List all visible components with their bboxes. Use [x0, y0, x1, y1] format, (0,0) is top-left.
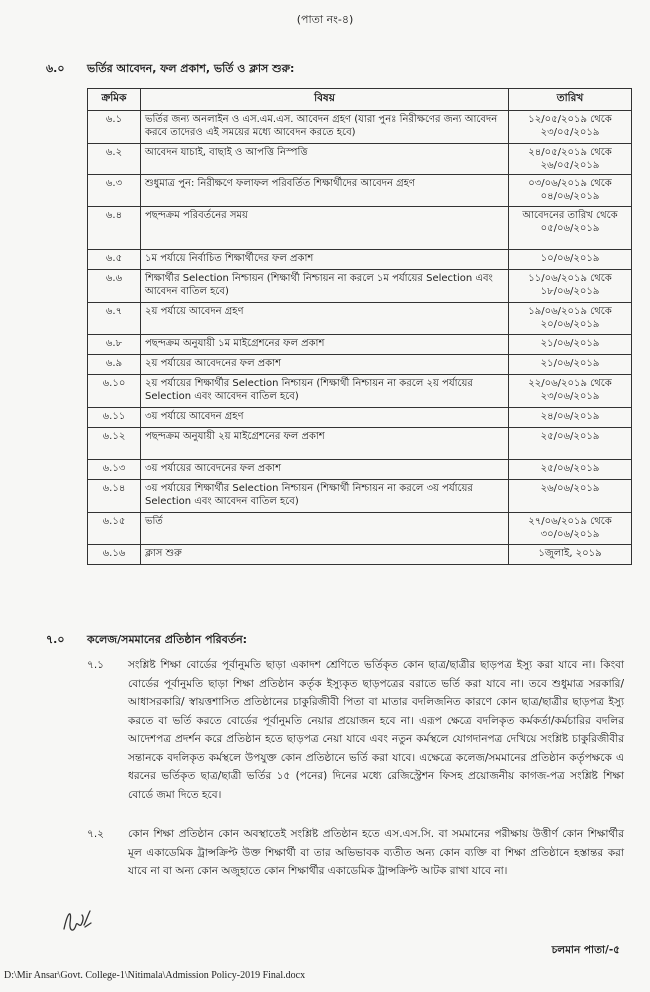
table-row [88, 270, 632, 303]
row-date: ২৪/০৬/২০১৯ [509, 408, 632, 428]
table-row [88, 355, 632, 375]
row-serial: ৬.১০ [88, 375, 141, 408]
row-serial: ৬.১১ [88, 408, 141, 428]
row-serial: ৬.১৩ [88, 460, 141, 480]
section-7-number: ৭.০ [46, 633, 65, 646]
row-serial: ৬.৪ [88, 207, 141, 250]
table-row [88, 480, 632, 513]
clause-7-2-number: ৭.২ [87, 828, 104, 840]
row-serial: ৬.৫ [88, 250, 141, 270]
row-subject: ৩য় পর্যায়ে আবেদন গ্রহণ [141, 408, 509, 428]
row-date: ০৩/০৬/২০১৯ থেকে ০৪/০৬/২০১৯ [509, 175, 632, 207]
table-body [88, 111, 632, 565]
table-row [88, 545, 632, 565]
row-date: ২২/০৬/২০১৯ থেকে ২৩/০৬/২০১৯ [509, 375, 632, 408]
header-date: তারিখ [509, 89, 632, 111]
row-date: ১৯/০৬/২০১৯ থেকে ২০/০৬/২০১৯ [509, 303, 632, 335]
row-subject: পছন্দক্রম পরিবর্তনের সময় [141, 207, 509, 250]
row-serial: ৬.৮ [88, 335, 141, 355]
header-serial: ক্রমিক [88, 89, 141, 111]
row-subject: ১ম পর্যায়ে নির্বাচিত শিক্ষার্থীদের ফল প্রকাশ [141, 250, 509, 270]
clause-7-1-number: ৭.১ [87, 659, 104, 671]
row-subject: ২য় পর্যায়ের শিক্ষার্থীর Selection নিশ্চায়ন (শিক্ষার্থী নিশ্চায়ন না করলে ২য় পর্যায়ের Selection এবং আবেদন বাতিল হবে) [141, 375, 509, 408]
row-subject: ভর্তির জন্য অনলাইন ও এস.এম.এস. আবেদন গ্রহণ (যারা পুনঃ নিরীক্ষণের জন্য আবেদন করবে তাদেরও এই সময়ের মধ্যে আবেদন করতে হবে) [141, 111, 509, 144]
row-serial: ৬.১৬ [88, 545, 141, 565]
row-date: ১জুলাই, ২০১৯ [509, 545, 632, 565]
row-subject: ভর্তি [141, 513, 509, 545]
table-row [88, 207, 632, 250]
table-row [88, 250, 632, 270]
row-date: ১১/০৬/২০১৯ থেকে ১৮/০৬/২০১৯ [509, 270, 632, 303]
row-date: ১২/০৫/২০১৯ থেকে ২৩/০৫/২০১৯ [509, 111, 632, 144]
table-row [88, 303, 632, 335]
section-6-title: ভর্তির আবেদন, ফল প্রকাশ, ভর্তি ও ক্লাস শুরু: [87, 62, 295, 75]
row-serial: ৬.২ [88, 144, 141, 175]
row-date: ২১/০৬/২০১৯ [509, 335, 632, 355]
section-6-number: ৬.০ [46, 62, 65, 75]
table-header-row [88, 89, 632, 111]
row-subject: পছন্দক্রম অনুযায়ী ১ম মাইগ্রেশনের ফল প্রকাশ [141, 335, 509, 355]
row-subject: পছন্দক্রম অনুযায়ী ২য় মাইগ্রেশনের ফল প্রকাশ [141, 428, 509, 460]
row-serial: ৬.৩ [88, 175, 141, 207]
row-subject: ক্লাস শুরু [141, 545, 509, 565]
row-date: ২১/০৬/২০১৯ [509, 355, 632, 375]
row-date: ২৬/০৬/২০১৯ [509, 480, 632, 513]
table-row [88, 335, 632, 355]
table-row [88, 375, 632, 408]
clause-7-2-text: কোন শিক্ষা প্রতিষ্ঠান কোন অবস্থাতেই সংশ্লিষ্ট প্রতিষ্ঠান হতে এস.এস.সি. বা সমমানের পরীক্ষায় উত্তীর্ণ কোন শিক্ষার্থীর মূল একাডেমিক ট্রান্সক্রিপ্ট উক্ত শিক্ষার্থী বা তার অভিভাবক ব্যতীত অন্য কোন ব্যক্তি বা শিক্ষা প্রতিষ্ঠানে হস্তান্তর করা যাবে না বা অন্য কোন অজুহাতে কোন শিক্ষার্থীর একাডেমিক ট্রান্সক্রিপ্ট আটক রাখা যাবে না। [128, 828, 624, 877]
row-date: আবেদনের তারিখ থেকে ০৫/০৬/২০১৯ [509, 207, 632, 250]
table-row [88, 460, 632, 480]
row-subject: ৩য় পর্যায়ের শিক্ষার্থীর Selection নিশ্চায়ন (শিক্ষার্থী নিশ্চায়ন না করলে ৩য় পর্যায়ের Selection এবং আবেদন বাতিল হবে) [141, 480, 509, 513]
table-row [88, 144, 632, 175]
row-serial: ৬.১ [88, 111, 141, 144]
table-row [88, 428, 632, 460]
row-subject: শুধুমাত্র পুন: নিরীক্ষণে ফলাফল পরিবর্তিত শিক্ষার্থীদের আবেদন গ্রহণ [141, 175, 509, 207]
row-subject: ২য় পর্যায়ের আবেদনের ফল প্রকাশ [141, 355, 509, 375]
row-serial: ৬.৯ [88, 355, 141, 375]
row-date: ২৫/০৬/২০১৯ [509, 428, 632, 460]
table-row [88, 513, 632, 545]
row-date: ২৭/০৬/২০১৯ থেকে ৩০/০৬/২০১৯ [509, 513, 632, 545]
table-row [88, 175, 632, 207]
row-date: ১০/০৬/২০১৯ [509, 250, 632, 270]
row-serial: ৬.১৪ [88, 480, 141, 513]
row-subject: শিক্ষার্থীর Selection নিশ্চায়ন (শিক্ষার্থী নিশ্চায়ন না করলে ১ম পর্যায়ের Selection এবং আবেদন বাতিল হবে) [141, 270, 509, 303]
row-serial: ৬.১৫ [88, 513, 141, 545]
row-serial: ৬.১২ [88, 428, 141, 460]
continuation-note: চলমান পাতা/-৫ [551, 944, 620, 956]
row-date: ২৪/০৫/২০১৯ থেকে ২৬/০৫/২০১৯ [509, 144, 632, 175]
signature-mark [60, 905, 94, 939]
row-serial: ৬.৭ [88, 303, 141, 335]
page-number-header: (পাতা নং-৪) [296, 13, 354, 26]
row-date: ২৫/০৬/২০১৯ [509, 460, 632, 480]
admission-schedule-table [87, 88, 632, 565]
row-serial: ৬.৬ [88, 270, 141, 303]
table-row [88, 111, 632, 144]
row-subject: আবেদন যাচাই, বাছাই ও আপত্তি নিস্পত্তি [141, 144, 509, 175]
clause-7-1-text: সংশ্লিষ্ট শিক্ষা বোর্ডের পূর্বানুমতি ছাড়া একাদশ শ্রেণিতে ভর্তিকৃত কোন ছাত্র/ছাত্রীর ছাড়পত্র ইস্যু করা যাবে না। কিংবা বোর্ডের পূর্বানুমতি ছাড়া শিক্ষা প্রতিষ্ঠান কর্তৃক ইস্যুকৃত ছাড়পত্রের বরাতে ভর্তি করা যাবে না। তবে শুধুমাত্র সরকারি/ আধাসরকারি/ স্বায়ত্তশাসিত প্রতিষ্ঠানের চাকুরিজীবী পিতা বা মাতার বদলিজনিত কারণে কোন ছাত্র/ছাত্রীর ছাড়পত্র ইস্যু করতে বা ভর্তি করতে বোর্ডের পূর্বানুমতি নেয়ার প্রয়োজন হবে না। এরূপ ক্ষেত্রে বদলিকৃত কর্মকর্তা/কর্মচারির বদলির আদেশপত্র প্রদর্শন করে প্রতিষ্ঠান হতে ছাড়পত্র নেয়া যাবে এবং নতুন কর্মস্থলে যোগদানপত্র দেখিয়ে সংশ্লিষ্ট চাকুরিজীবীর সন্তানকে বদলিকৃত কর্মস্থলে উপযুক্ত কোন প্রতিষ্ঠানে ভর্তি করা যাবে। এক্ষেত্রে কলেজ/সমমানের প্রতিষ্ঠান কর্তৃপক্ষকে এ ধরনের ভর্তিকৃত ছাত্র/ছাত্রী ভর্তির ১৫ (পনের) দিনের মধ্যে রেজিস্ট্রেশন ফিসহ প্রয়োজনীয় কাগজ-পত্র সংশ্লিষ্ট শিক্ষা বোর্ডে জমা দিতে হবে। [128, 659, 624, 801]
file-path: D:\Mir Ansar\Govt. College-1\Nitimala\Admission Policy-2019 Final.docx [4, 970, 306, 981]
section-7-title: কলেজ/সমমানের প্রতিষ্ঠান পরিবর্তন: [87, 633, 248, 646]
row-subject: ২য় পর্যায়ে আবেদন গ্রহণ [141, 303, 509, 335]
header-subject: বিষয় [141, 89, 509, 111]
table-row [88, 408, 632, 428]
row-subject: ৩য় পর্যায়ের আবেদনের ফল প্রকাশ [141, 460, 509, 480]
